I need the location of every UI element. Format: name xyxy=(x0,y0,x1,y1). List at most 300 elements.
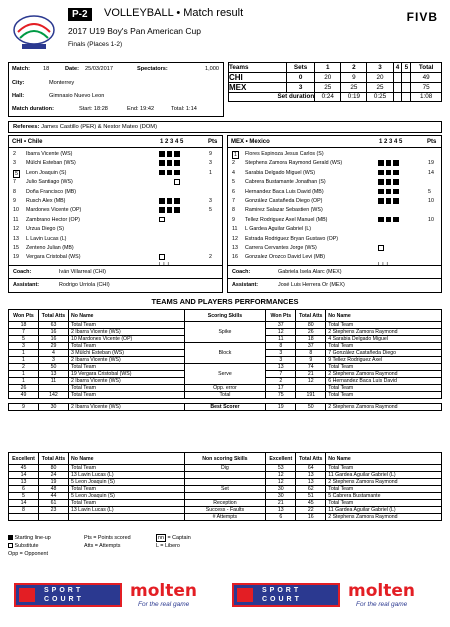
starting-square-icon xyxy=(393,179,399,185)
set-duration-label: Set duration xyxy=(229,92,315,102)
performances-title: TEAMS AND PLAYERS PERFORMANCES xyxy=(151,297,299,306)
performance-header-row xyxy=(9,453,442,465)
right-player-name: 11 Gardea Aguilar Gabriel (L) xyxy=(326,507,442,514)
player-number: 6 xyxy=(232,188,235,195)
end-time: End: 19:42 xyxy=(127,106,155,112)
city-label: City: xyxy=(12,80,25,86)
performance-row xyxy=(9,385,442,392)
left-won-pts: 14 xyxy=(9,472,39,479)
player-row xyxy=(9,236,222,243)
team-name: CHI • Chile xyxy=(12,139,43,145)
starting-square-icon xyxy=(378,189,384,195)
left-total-atts: 16 xyxy=(38,329,68,336)
filled-square-icon xyxy=(8,535,13,540)
right-player-name: 2 Stephens Zamora Raymond xyxy=(326,329,442,336)
hall-label: Hall: xyxy=(12,93,25,99)
header-non-scoring: Non scoring Skills xyxy=(184,453,266,465)
left-player-name xyxy=(68,514,184,521)
player-name: Tellez Rodriguez Axel Manuel (MB) xyxy=(245,216,328,223)
skill-label: Total xyxy=(184,392,266,399)
left-player-name: 10 Mardones Vicente (OP) xyxy=(68,336,184,343)
skill-label: # Attempts xyxy=(184,514,266,521)
coach-label: Coach: xyxy=(13,269,32,275)
player-number: 1 xyxy=(234,152,237,158)
left-won-pts: 9 xyxy=(9,404,39,411)
right-player-name: Total Team xyxy=(326,343,442,350)
left-won-pts: 18 xyxy=(9,322,39,329)
skill-label: Dig xyxy=(184,465,266,472)
sponsor-banner-left xyxy=(14,581,224,613)
left-player-name: Total Team xyxy=(68,465,184,472)
non-scoring-table xyxy=(8,452,442,521)
right-player-name: 2 Stephens Zamora Raymond xyxy=(326,404,442,411)
right-total-atts: 62 xyxy=(296,486,326,493)
right-player-name: 6 Hernandez Baca Luis David xyxy=(326,378,442,385)
scoring-section xyxy=(9,310,442,411)
right-won-pts: 12 xyxy=(266,329,296,336)
right-won-pts: 30 xyxy=(266,493,296,500)
score-header-teams: Teams xyxy=(229,63,287,73)
legend-pts: Pts = Points scored xyxy=(84,535,131,541)
starting-square-icon xyxy=(378,217,384,223)
divider xyxy=(228,265,441,266)
right-player-name: 9 Tellez Rodriguez Axel xyxy=(326,357,442,364)
match-info xyxy=(8,62,224,117)
match-date: 25/03/2017 xyxy=(85,66,113,72)
left-won-pts: 2 xyxy=(9,364,39,371)
header xyxy=(8,6,442,60)
player-name: Ramirez Salazar Sebastien (WS) xyxy=(245,207,323,214)
pts-label: Pts xyxy=(208,139,218,145)
header-won-pts: Won Pts xyxy=(9,310,39,322)
player-points: 1 xyxy=(209,169,212,176)
substitute-square-icon xyxy=(159,217,165,223)
right-player-name: 2 Stephens Zamora Raymond xyxy=(326,479,442,486)
legend-starting-text: Starting line-up xyxy=(14,535,51,541)
player-number: 3 xyxy=(13,160,16,167)
performance-row xyxy=(9,364,442,371)
starting-square-icon xyxy=(378,160,384,166)
substitute-square-icon xyxy=(174,179,180,185)
right-total-atts: 45 xyxy=(296,500,326,507)
right-player-name: Total Team xyxy=(326,486,442,493)
roster-header xyxy=(228,136,441,148)
date-label: Date: xyxy=(65,66,79,72)
event-logo xyxy=(10,10,58,54)
assistant-line xyxy=(228,282,441,288)
sport-court-logo xyxy=(14,583,122,607)
skill-label: Spike xyxy=(184,322,266,343)
set-score: 20 xyxy=(367,72,393,82)
right-won-pts: 6 xyxy=(266,514,296,521)
score-header-set2: 2 xyxy=(341,63,367,73)
left-won-pts: 45 xyxy=(9,465,39,472)
divider xyxy=(9,278,222,279)
skill-label: Block xyxy=(184,343,266,364)
player-number: 16 xyxy=(232,254,238,261)
sport-court-mark-icon xyxy=(237,588,253,602)
score-header-sets: Sets xyxy=(287,63,315,73)
left-player-name: 2 Ibarra Vicente (WS) xyxy=(68,357,184,364)
player-row xyxy=(9,207,222,214)
sport-court-mark-icon xyxy=(19,588,35,602)
right-total-atts: 18 xyxy=(296,336,326,343)
player-name: Mülchi Esteban (WS) xyxy=(26,160,76,167)
libero-marks: L L L xyxy=(378,261,390,268)
performance-row xyxy=(9,507,442,514)
left-total-atts: 11 xyxy=(38,378,68,385)
right-won-pts: 2 xyxy=(266,378,296,385)
substitute-square-icon xyxy=(378,245,384,251)
left-total-atts: 61 xyxy=(38,500,68,507)
player-number: 10 xyxy=(13,207,19,214)
player-name: Zenteno Julian (MB) xyxy=(26,245,74,251)
starting-square-icon xyxy=(174,160,180,166)
right-won-pts: 13 xyxy=(266,507,296,514)
assistant-label: Assistant: xyxy=(13,282,40,288)
left-player-name: 5 Leon Joaquin (S) xyxy=(68,493,184,500)
right-player-name: Total Team xyxy=(326,364,442,371)
score-row-mex xyxy=(229,82,442,92)
left-won-pts: 7 xyxy=(9,329,39,336)
right-won-pts: 75 xyxy=(266,392,296,399)
performance-row xyxy=(9,472,442,479)
team-code: MEX xyxy=(229,82,287,92)
left-player-name: 19 Vergara Cristobal (WS) xyxy=(68,371,184,378)
set-score xyxy=(402,82,411,92)
best-scorer-label: Best Scorer xyxy=(184,404,266,411)
right-won-pts: 30 xyxy=(266,486,296,493)
starting-square-icon xyxy=(378,179,384,185)
right-won-pts: 37 xyxy=(266,322,296,329)
player-row xyxy=(9,151,222,158)
left-total-atts: 63 xyxy=(38,322,68,329)
starting-square-icon xyxy=(174,207,180,213)
player-name: Sarabia Delgado Miguel (WS) xyxy=(245,169,316,176)
starting-square-icon xyxy=(159,170,165,176)
coach-label: Coach: xyxy=(232,269,251,275)
left-player-name: 2 Ibarra Vicente (WS) xyxy=(68,378,184,385)
player-row xyxy=(9,217,222,224)
performance-row xyxy=(9,486,442,493)
right-player-name: 2 Stephens Zamora Raymond xyxy=(326,514,442,521)
player-number: 9 xyxy=(13,198,16,204)
roster-team-b xyxy=(227,135,442,293)
player-row xyxy=(9,226,222,233)
performance-row xyxy=(9,514,442,521)
skill-label: Serve xyxy=(184,364,266,385)
left-total-atts: 13 xyxy=(38,371,68,378)
performance-table xyxy=(8,309,442,411)
player-row xyxy=(228,151,441,158)
player-row xyxy=(228,207,441,214)
score-header-total: Total xyxy=(411,63,442,73)
spectators-label: Spectators: xyxy=(137,66,168,72)
set-duration: 0:25 xyxy=(367,92,393,102)
left-player-name: 2 Ibarra Vicente (WS) xyxy=(68,329,184,336)
right-won-pts: 53 xyxy=(266,465,296,472)
set-score: 25 xyxy=(341,82,367,92)
performance-row xyxy=(9,343,442,350)
performance-row xyxy=(9,404,442,411)
pts-label: Pts xyxy=(427,139,437,145)
player-row xyxy=(9,245,222,252)
coach-line xyxy=(228,269,441,275)
coach-name: Iván Villarreal (CHI) xyxy=(59,269,106,275)
player-name: Stephens Zamora Raymond Gerald (WS) xyxy=(245,160,343,167)
starting-square-icon xyxy=(159,160,165,166)
starting-square-icon xyxy=(393,160,399,166)
right-total-atts: 21 xyxy=(296,371,326,378)
right-player-name: 11 Gardea Aguilar Gabriel (L) xyxy=(326,472,442,479)
starting-square-icon xyxy=(386,179,392,185)
player-points: 10 xyxy=(428,198,434,204)
page-title: VOLLEYBALL • Match result xyxy=(104,7,244,19)
left-total-atts: 80 xyxy=(38,465,68,472)
left-player-name: 13 Lavin Lucas (L) xyxy=(68,507,184,514)
player-number: 12 xyxy=(232,235,238,242)
player-name: Rusch Alex (MB) xyxy=(26,198,66,204)
fivb-logo: FIVB xyxy=(406,10,438,24)
team-code: CHI xyxy=(229,72,287,82)
roster-header xyxy=(9,136,222,148)
legend-captain xyxy=(156,535,191,541)
molten-logo: molten xyxy=(348,581,415,601)
left-total-atts: 24 xyxy=(38,472,68,479)
player-row xyxy=(228,198,441,205)
hall-value: Gimnasio Nuevo Leon xyxy=(49,93,105,99)
court-text: COURT xyxy=(262,596,302,603)
total-score: 75 xyxy=(411,82,442,92)
team-name: MEX • Mexico xyxy=(231,139,270,145)
set-duration xyxy=(393,92,402,102)
score-header-set4: 4 xyxy=(393,63,402,73)
player-number: 7 xyxy=(232,198,235,204)
player-name: González Castañeda Diego (OP) xyxy=(245,198,323,204)
skill-label xyxy=(184,472,266,479)
player-row xyxy=(9,179,222,186)
molten-tagline: For the real game xyxy=(356,601,408,608)
performance-row xyxy=(9,479,442,486)
player-number: 19 xyxy=(13,254,19,261)
right-player-name: Total Team xyxy=(326,385,442,392)
referees-label: Referees: xyxy=(13,124,40,130)
player-name: Mardones Vicente (OP) xyxy=(26,207,82,214)
player-number: 7 xyxy=(13,179,16,186)
sheet-code: P-2 xyxy=(68,8,92,21)
sport-text: SPORT xyxy=(262,587,302,594)
right-player-name: 4 Sarabia Delgado Miguel xyxy=(326,336,442,343)
left-player-name: Total Team xyxy=(68,385,184,392)
right-total-atts: 74 xyxy=(296,364,326,371)
right-total-atts: 9 xyxy=(296,357,326,364)
header-total-atts: Total Atts xyxy=(38,310,68,322)
left-player-name: Total Team xyxy=(68,486,184,493)
player-name: L Lavin Lucas (L) xyxy=(26,235,67,242)
player-row xyxy=(228,245,441,252)
skill-label: Reception xyxy=(184,500,266,507)
right-won-pts: 17 xyxy=(266,385,296,392)
starting-square-icon xyxy=(378,198,384,204)
player-row xyxy=(9,254,222,261)
player-points: 19 xyxy=(428,160,434,167)
player-points: 5 xyxy=(209,207,212,214)
player-name: Zambrano Hector (OP) xyxy=(26,216,80,223)
set-columns: 1 2 3 4 5 xyxy=(379,139,403,145)
player-number: 2 xyxy=(232,160,235,167)
player-points: 10 xyxy=(428,216,434,223)
header-no-name: No Name xyxy=(326,310,442,322)
left-won-pts: 3 xyxy=(9,343,39,350)
starting-square-icon xyxy=(159,198,165,204)
player-points: 14 xyxy=(428,169,434,176)
left-total-atts: 44 xyxy=(38,493,68,500)
player-points: 3 xyxy=(209,160,212,167)
starting-square-icon xyxy=(378,170,384,176)
starting-square-icon xyxy=(386,198,392,204)
left-won-pts: 5 xyxy=(9,336,39,343)
set-score: 20 xyxy=(315,72,341,82)
set-score: 25 xyxy=(315,82,341,92)
player-row xyxy=(228,217,441,224)
right-total-atts: 22 xyxy=(296,507,326,514)
libero-marks: L L L xyxy=(159,261,171,268)
left-won-pts: 1 xyxy=(9,371,39,378)
left-player-name: 3 Mülchi Esteban (WS) xyxy=(68,350,184,357)
right-won-pts: 7 xyxy=(266,371,296,378)
set-score: 25 xyxy=(367,82,393,92)
right-player-name: 2 Stephens Zamora Raymond xyxy=(326,371,442,378)
starting-square-icon xyxy=(167,198,173,204)
left-won-pts xyxy=(9,514,39,521)
set-columns: 1 2 3 4 5 xyxy=(160,139,184,145)
right-won-pts: 3 xyxy=(266,350,296,357)
roster-team-a xyxy=(8,135,223,293)
left-total-atts: 30 xyxy=(38,404,68,411)
starting-square-icon xyxy=(167,160,173,166)
player-name: Doña Francisco (MB) xyxy=(26,188,77,195)
right-won-pts: 3 xyxy=(266,357,296,364)
player-name: Hernandez Baca Luis David (MB) xyxy=(245,188,324,195)
skill-label: Set xyxy=(184,486,266,493)
sport-text: SPORT xyxy=(44,587,84,594)
right-total-atts: 37 xyxy=(296,343,326,350)
player-number: 9 xyxy=(232,216,235,223)
skill-label xyxy=(184,493,266,500)
right-total-atts: 80 xyxy=(296,322,326,329)
header-excellent: Excellent xyxy=(266,453,296,465)
right-player-name: 5 Cabrera Bustamante xyxy=(326,493,442,500)
legend-substitute-text: Substitute xyxy=(14,543,39,549)
set-duration-row xyxy=(229,92,442,102)
header-total-atts: Total Atts xyxy=(38,453,68,465)
right-total-atts: 51 xyxy=(296,493,326,500)
skill-label xyxy=(184,479,266,486)
right-total-atts: 64 xyxy=(296,465,326,472)
starting-square-icon xyxy=(174,151,180,157)
header-no-name: No Name xyxy=(326,453,442,465)
starting-square-icon xyxy=(174,170,180,176)
left-won-pts: 5 xyxy=(9,493,39,500)
match-label: Match: xyxy=(12,66,31,72)
set-duration: 0:24 xyxy=(315,92,341,102)
right-won-pts: 11 xyxy=(266,336,296,343)
player-name: Gonzalez Orozco David Levi (MB) xyxy=(245,254,326,261)
captain-box: nn xyxy=(158,535,164,541)
player-row xyxy=(228,236,441,243)
left-won-pts: 8 xyxy=(9,507,39,514)
left-won-pts: 1 xyxy=(9,357,39,364)
right-won-pts: 12 xyxy=(266,479,296,486)
left-player-name: 13 Lavin Lucas (L) xyxy=(68,472,184,479)
left-player-name: 2 Ibarra Vicente (WS) xyxy=(68,404,184,411)
player-points: 5 xyxy=(428,188,431,195)
left-total-atts: 50 xyxy=(38,364,68,371)
set-score: 9 xyxy=(341,72,367,82)
player-number: 8 xyxy=(232,207,235,214)
right-player-name: Total Team xyxy=(326,500,442,507)
left-total-atts: 142 xyxy=(38,392,68,399)
right-player-name: Total Team xyxy=(326,392,442,399)
player-number: 5 xyxy=(15,170,18,177)
legend-substitute xyxy=(8,543,38,549)
starting-square-icon xyxy=(386,160,392,166)
player-name: Estrada Rodriguez Bryan Gustavo (OP) xyxy=(245,235,339,242)
right-total-atts: 12 xyxy=(296,378,326,385)
starting-square-icon xyxy=(393,189,399,195)
coach-line xyxy=(9,269,222,275)
left-total-atts: 29 xyxy=(38,343,68,350)
right-won-pts: 13 xyxy=(266,364,296,371)
set-score xyxy=(393,82,402,92)
player-name: Flores Espinoza Jesus Carlos (S) xyxy=(245,151,324,157)
player-name: Ibarra Vicente (WS) xyxy=(26,151,73,157)
left-total-atts: 4 xyxy=(38,350,68,357)
player-number: 2 xyxy=(13,151,16,157)
coach-name: Gabriela Isela Alarc (MEX) xyxy=(278,269,342,275)
player-points: 9 xyxy=(209,151,212,157)
duration-label: Match duration: xyxy=(12,106,54,112)
starting-square-icon xyxy=(386,170,392,176)
legend-starting xyxy=(8,535,51,541)
assistant-label: Assistant: xyxy=(232,282,259,288)
right-total-atts xyxy=(296,385,326,392)
right-won-pts: 8 xyxy=(266,343,296,350)
left-total-atts: 16 xyxy=(38,336,68,343)
assistant-name: Rodrigo Urriola (CHI) xyxy=(59,282,110,288)
left-won-pts: 49 xyxy=(9,392,39,399)
player-name: L Gardea Aguilar Gabriel (L) xyxy=(245,226,312,233)
divider xyxy=(228,278,441,279)
player-points: 3 xyxy=(209,198,212,204)
assistant-name: José Luis Herrera Or (MEX) xyxy=(278,282,345,288)
player-number: 11 xyxy=(232,226,238,233)
match-number: 18 xyxy=(43,66,50,72)
right-total-atts: 26 xyxy=(296,329,326,336)
player-number: 11 xyxy=(13,216,19,223)
performance-row xyxy=(9,322,442,329)
player-row xyxy=(228,179,441,186)
header-total-atts: Total Atts xyxy=(296,453,326,465)
starting-square-icon xyxy=(167,207,173,213)
left-player-name: 5 Leon Joaquin (S) xyxy=(68,479,184,486)
player-row xyxy=(228,160,441,167)
non-scoring-section xyxy=(9,453,442,521)
legend-opp: Opp = Opponent xyxy=(8,551,49,557)
player-name: Leon Joaquin (S) xyxy=(26,169,67,176)
header-won-pts: Won Pts xyxy=(266,310,296,322)
player-name: Cabrera Bustamante Jonathan (S) xyxy=(245,179,326,186)
